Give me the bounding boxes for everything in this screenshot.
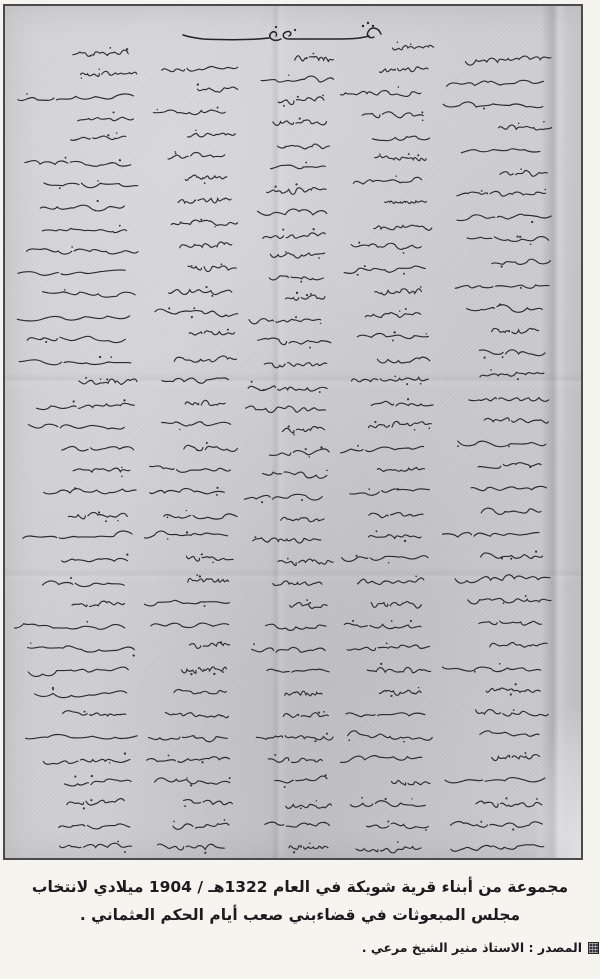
handwritten-name-row [144,238,240,252]
handwritten-name-row [14,88,140,102]
handwritten-name-row [442,255,554,269]
handwritten-name-row [244,182,336,196]
handwritten-name-row [144,327,240,341]
handwritten-name-row [14,442,140,456]
handwritten-name-row [442,322,554,336]
handwritten-name-row [244,313,336,327]
handwritten-name-row [14,796,140,810]
photo-caption [0,873,600,929]
handwritten-name-row [340,640,436,654]
handwritten-name-row [144,216,240,230]
handwritten-name-row [144,194,240,208]
handwritten-name-row [244,752,336,766]
handwritten-name-row [14,265,140,279]
handwritten-name-row [340,707,436,721]
handwritten-name-row [144,305,240,319]
handwritten-name-row [442,232,554,246]
handwritten-name-row [244,269,336,283]
handwritten-name-row [340,329,436,343]
handwritten-name-row [144,706,240,720]
handwritten-name-row [340,684,436,698]
handwritten-name-row [244,401,336,415]
handwritten-name-row [14,243,140,257]
handwritten-name-row [144,506,240,520]
handwritten-name-row [144,105,240,119]
handwritten-name-row [144,372,240,386]
handwritten-name-row [14,199,140,213]
handwritten-name-row [144,171,240,185]
handwritten-name-row [340,396,436,410]
handwritten-name-row [340,440,436,454]
handwritten-name-row [14,221,140,235]
handwritten-name-row [14,774,140,788]
handwritten-name-row [244,204,336,218]
handwritten-name-row [14,575,140,589]
handwritten-name-row [144,283,240,297]
handwritten-name-row [442,165,554,179]
handwritten-name-row [340,218,436,232]
handwritten-name-row [340,662,436,676]
handwritten-name-row [244,160,336,174]
handwritten-name-row [144,483,240,497]
handwritten-name-row [244,247,336,261]
handwritten-name-row [144,550,240,564]
handwritten-name-row [144,127,240,141]
handwritten-name-row [340,84,436,98]
handwritten-name-row [14,530,140,544]
handwritten-name-row [14,619,140,633]
handwritten-name-row [340,507,436,521]
handwritten-name-row [14,287,140,301]
handwritten-name-row [144,595,240,609]
handwritten-name-row [244,226,336,240]
handwritten-name-row [442,120,554,134]
handwritten-name-row [244,379,336,393]
handwritten-name-row [14,110,140,124]
source-text: المصدر : الاستاذ منير الشيخ مرعي . [361,940,582,955]
handwritten-name-row [244,840,336,854]
handwritten-name-row [144,60,240,74]
handwritten-name-row [244,511,336,525]
handwritten-name-row [244,489,336,503]
handwritten-name-row [244,620,336,634]
handwritten-name-row [340,196,436,210]
handwritten-name-row [442,52,554,66]
handwritten-name-row [442,502,554,516]
handwritten-name-row [442,637,554,651]
handwritten-name-row [340,240,436,254]
handwritten-name-row [244,335,336,349]
handwritten-name-row [244,555,336,569]
handwritten-name-row [340,795,436,809]
ornament-icon [588,942,599,954]
handwritten-name-row [340,818,436,832]
handwritten-name-row [340,529,436,543]
handwritten-name-row [442,367,554,381]
handwritten-name-row [14,641,140,655]
handwritten-name-row [144,528,240,542]
handwritten-name-row [144,662,240,676]
handwritten-name-row [340,551,436,565]
handwritten-name-row [442,772,554,786]
handwritten-name-row [340,773,436,787]
handwritten-name-row [244,664,336,678]
handwritten-name-row [442,525,554,539]
handwritten-name-row [144,394,240,408]
handwritten-name-row [340,573,436,587]
handwritten-name-row [442,795,554,809]
handwritten-name-row [442,75,554,89]
handwritten-name-row [442,682,554,696]
handwritten-name-row [14,376,140,390]
handwritten-name-row [14,132,140,146]
handwritten-name-row [14,398,140,412]
handwritten-name-row [244,577,336,591]
handwritten-name-row [244,423,336,437]
handwritten-name-row [442,435,554,449]
handwritten-name-row [442,615,554,629]
handwritten-name-row [14,818,140,832]
handwritten-name-row [14,707,140,721]
handwritten-name-row [340,751,436,765]
handwritten-name-row [442,97,554,111]
handwritten-name-row [14,597,140,611]
handwritten-name-row [144,417,240,431]
caption-line-2: مجلس المبعوثات في قضاءبني صعب أيام الحكم العثماني . [79,906,521,924]
handwritten-name-row [144,461,240,475]
handwritten-name-row [14,331,140,345]
handwritten-name-row [442,210,554,224]
handwritten-name-row [14,553,140,567]
handwritten-name-row [442,592,554,606]
handwritten-name-row [144,728,240,742]
handwritten-name-row [442,390,554,404]
handwritten-name-row [442,817,554,831]
handwritten-name-row [14,155,140,169]
handwritten-name-row [144,818,240,832]
handwritten-name-row [244,357,336,371]
source-credit-line [362,940,599,955]
handwritten-name-row [144,684,240,698]
handwritten-name-row [442,727,554,741]
handwritten-name-row [244,533,336,547]
handwritten-name-row [340,62,436,76]
handwritten-name-row [244,467,336,481]
handwritten-name-row [442,570,554,584]
handwritten-name-row [144,261,240,275]
handwritten-name-row [14,729,140,743]
handwritten-name-row [244,708,336,722]
handwritten-name-row [14,508,140,522]
handwritten-name-row [442,750,554,764]
handwritten-column-5 [442,52,554,854]
handwritten-column-1 [14,44,140,854]
handwritten-name-row [340,618,436,632]
handwritten-name-row [144,439,240,453]
handwritten-name-row [340,373,436,387]
handwritten-name-row [340,173,436,187]
handwritten-name-row [14,840,140,854]
handwritten-name-row [340,595,436,609]
handwritten-name-row [14,752,140,766]
handwritten-name-row [14,486,140,500]
handwritten-name-row [442,480,554,494]
handwritten-name-row [340,151,436,165]
handwritten-name-row [244,291,336,305]
handwritten-name-row [442,660,554,674]
handwritten-name-row [144,350,240,364]
handwritten-name-row [340,129,436,143]
handwritten-column-2 [144,60,240,854]
handwritten-name-row [244,730,336,744]
handwritten-name-row [244,796,336,810]
handwritten-name-row [244,445,336,459]
handwritten-name-row [340,107,436,121]
handwritten-name-row [14,177,140,191]
handwritten-name-row [244,116,336,130]
handwritten-name-row [340,284,436,298]
handwritten-name-row [442,412,554,426]
handwritten-name-row [144,149,240,163]
handwritten-name-row [244,138,336,152]
handwritten-name-row [340,840,436,854]
scanned-document-photo [3,4,583,860]
handwritten-column-3 [244,50,336,854]
handwritten-name-row [244,598,336,612]
handwritten-name-row [442,705,554,719]
handwritten-name-row [340,462,436,476]
handwritten-name-row [442,840,554,854]
handwritten-name-row [442,142,554,156]
handwritten-name-row [244,94,336,108]
handwritten-name-row [244,818,336,832]
handwritten-name-row [340,307,436,321]
handwritten-name-row [244,72,336,86]
handwritten-name-row [14,354,140,368]
handwritten-name-row [144,617,240,631]
handwritten-name-row [442,457,554,471]
handwritten-name-row [340,262,436,276]
handwritten-name-row [144,639,240,653]
handwritten-name-row [442,300,554,314]
handwritten-name-row [244,642,336,656]
handwritten-name-row [340,418,436,432]
handwritten-name-row [442,277,554,291]
handwritten-name-row [244,774,336,788]
handwritten-name-row [144,840,240,854]
handwritten-column-4 [340,40,436,854]
handwritten-name-row [244,50,336,64]
handwritten-name-row [340,729,436,743]
handwritten-name-row [144,572,240,586]
handwritten-name-row [14,685,140,699]
handwritten-name-row [144,82,240,96]
handwritten-name-row [340,40,436,54]
handwritten-name-row [14,420,140,434]
handwritten-name-row [144,795,240,809]
handwritten-name-row [14,44,140,58]
caption-line-1: مجموعة من أبناء قرية شويكة في العام 1322هـ / 1904 ميلادي لانتخاب [31,878,569,896]
handwritten-name-row [442,345,554,359]
handwritten-name-row [442,187,554,201]
handwritten-name-row [144,773,240,787]
handwritten-name-row [14,309,140,323]
handwritten-name-row [442,547,554,561]
handwritten-name-row [144,751,240,765]
handwritten-name-row [14,66,140,80]
handwritten-name-row [244,686,336,700]
handwritten-name-row [14,464,140,478]
handwritten-name-row [340,484,436,498]
handwritten-name-row [14,663,140,677]
handwritten-name-row [340,351,436,365]
